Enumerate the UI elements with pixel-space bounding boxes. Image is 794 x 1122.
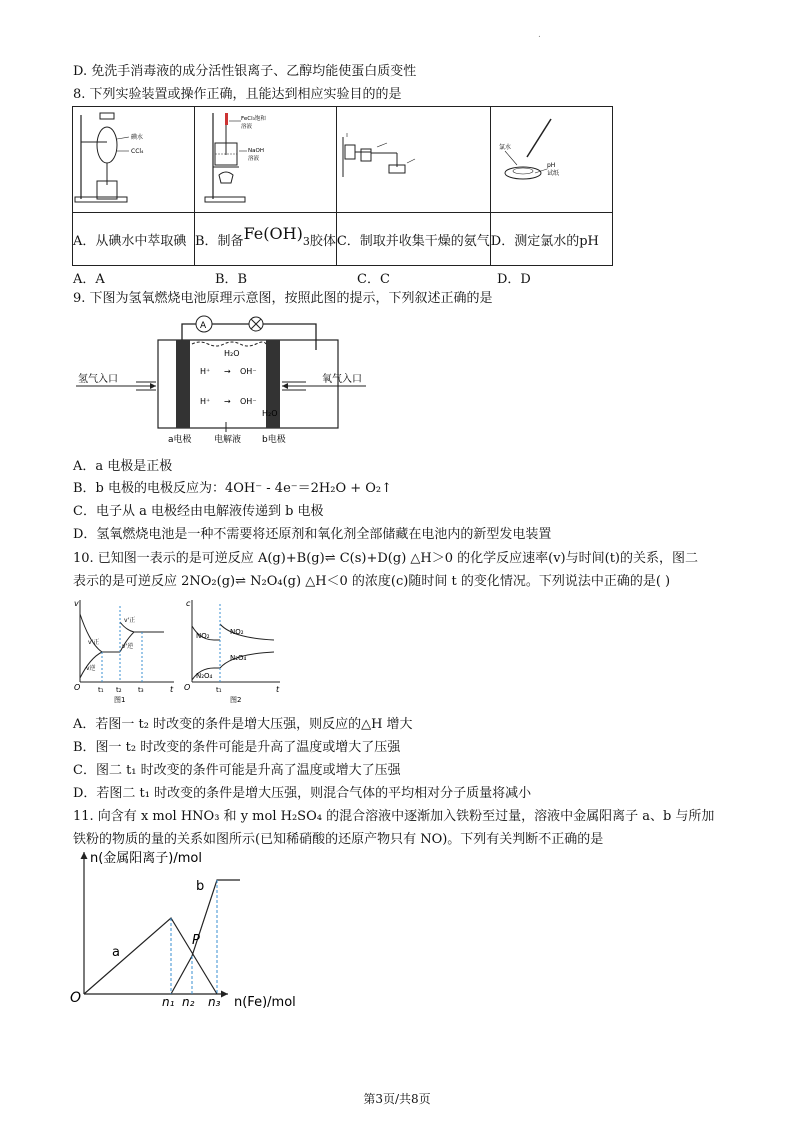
q9-option-c: C．电子从 a 电极经由电解液传递到 b 电极	[73, 504, 324, 519]
q8a-label-1: 碘水	[131, 134, 144, 141]
q11-point-p: P	[192, 933, 200, 948]
q11-y-label: n(金属阳离子)/mol	[90, 851, 202, 866]
q8-cell-c: C．制取并收集干燥的氨气	[336, 213, 490, 266]
header-dot: .	[538, 30, 541, 40]
q9-water-top: H₂O	[224, 349, 240, 358]
q11-tick-n3: n₃	[208, 995, 221, 1009]
q10f1-t1: t₁	[98, 686, 104, 694]
q9-h-plus-2: H⁺	[200, 397, 211, 406]
q8-figure-a	[73, 107, 195, 213]
q11-line-a-label: a	[112, 945, 120, 960]
q8-option-c: C．C	[357, 272, 390, 287]
q8-cell-a: A．从碘水中萃取碘	[73, 213, 195, 266]
q10f2-no2-a: NO₂	[196, 632, 210, 640]
q11-stem-line1: 11. 向含有 x mol HNO₃ 和 y mol H₂SO₄ 的混合溶液中逐渐加入铁粉至过量，溶液中金属阳离子 a、b 与所加	[73, 809, 715, 824]
q8a-label-2: CCl₄	[131, 148, 144, 155]
q8-figure-c	[336, 107, 490, 213]
q7-option-d: D. 免洗手消毒液的成分活性银离子、乙醇均能使蛋白质变性	[73, 64, 417, 79]
q9-right-inlet: 氧气入口	[322, 374, 362, 385]
q8-figure-b	[195, 107, 337, 213]
q8-cell-b-sub: 3	[302, 234, 310, 248]
q10f2-y: c	[186, 599, 191, 608]
q9-oh-1: OH⁻	[240, 367, 257, 376]
q8b-label-2: 溶液	[241, 124, 253, 130]
q10-option-b: B．图一 t₂ 时改变的条件可能是升高了温度或增大了压强	[73, 740, 401, 755]
q8-cell-b-tail: 胶体	[309, 233, 336, 249]
q10f1-origin: O	[74, 683, 81, 692]
q10-option-c: C．图二 t₁ 时改变的条件可能是升高了温度或增大了压强	[73, 763, 401, 778]
q10-option-a: A．若图一 t₂ 时改变的条件是增大压强，则反应的△H 增大	[73, 717, 413, 732]
q11-origin: O	[70, 990, 82, 1006]
q10f1-v2reverse: v'逆	[122, 643, 134, 650]
q10-option-d: D．若图二 t₁ 时改变的条件是增大压强，则混合气体的平均相对分子质量将减小	[73, 786, 532, 801]
q9-left-inlet: 氢气入口	[78, 374, 118, 385]
q8-cell-b	[195, 213, 337, 266]
q8-cell-b-formula: Fe(OH)	[243, 223, 303, 243]
q11-series-a	[84, 918, 217, 994]
q10f2-t1: t₁	[216, 686, 222, 694]
q10f2-no2-b: NO₂	[230, 628, 244, 636]
q8b-label-3: NaOH	[248, 148, 264, 154]
q11-stem-line2: 铁粉的物质的量的关系如图所示(已知稀硝酸的还原产物只有 NO)。下列有关判断不正确的是	[73, 832, 604, 847]
q9-arrow-1: →	[224, 367, 231, 376]
q10f2-origin: O	[184, 683, 191, 692]
q10-figure-1	[74, 596, 178, 704]
page-footer: 第3页/共8页	[363, 1092, 431, 1106]
q11-tick-n2: n₂	[182, 995, 195, 1009]
q11-x-label: n(Fe)/mol	[234, 995, 296, 1010]
q9-h-plus-1: H⁺	[200, 367, 211, 376]
q10f1-v2forward: v'正	[124, 617, 136, 624]
q8-option-d: D．D	[497, 272, 531, 287]
q9-electrode-a	[176, 340, 190, 428]
q9-option-d: D．氢氧燃烧电池是一种不需要将还原剂和氧化剂全部储藏在电池内的新型发电装置	[73, 527, 552, 542]
q11-series-b	[171, 880, 240, 994]
q10f2-caption: 图2	[230, 696, 242, 704]
q8-stem: 8. 下列实验装置或操作正确，且能达到相应实验目的的是	[73, 87, 402, 102]
q9-meter-label: A	[200, 321, 207, 331]
q9-water-bottom: H₂O	[262, 409, 278, 418]
q8-option-b: B．B	[215, 272, 248, 287]
q8d-label-1: 氯水	[498, 144, 511, 151]
q9-arrow-2: →	[224, 397, 231, 406]
q10f1-t3: t₃	[138, 686, 144, 694]
q8-figure-d	[490, 107, 612, 213]
q8b-label-1: FeCl₃饱和	[241, 116, 266, 122]
q9-option-a: A．a 电极是正极	[73, 459, 173, 474]
q10f2-n2o4-a: N₂O₄	[196, 672, 213, 680]
q11-tick-n1: n₁	[162, 995, 175, 1009]
q10f1-vforward: v'正	[88, 639, 100, 646]
q8b-label-4: 溶液	[248, 156, 260, 162]
q10-stem-line1: 10. 已知图一表示的是可逆反应 A(g)+B(g)⇌ C(s)+D(g) △H＞0 的化学反应速率(v)与时间(t)的关系，图二	[73, 551, 698, 566]
q10f1-x: t	[170, 685, 174, 694]
q11-chart	[68, 848, 328, 1010]
q10f1-t2: t₂	[116, 686, 122, 694]
q9-label-electrode-a: a电极	[168, 435, 192, 445]
q10f1-y: v	[74, 599, 79, 608]
q8-cell-d: D．测定氯水的pH	[490, 213, 612, 266]
q8d-label-2: pH	[546, 162, 556, 169]
q9-oh-2: OH⁻	[240, 397, 257, 406]
q9-label-electrolyte: 电解液	[214, 435, 242, 445]
q10-figure-2	[184, 596, 284, 704]
q10f2-n2o4-b: N₂O₄	[230, 654, 247, 662]
q10f1-caption: 图1	[114, 696, 126, 704]
q9-option-b: B．b 电极的电极反应为：4OH⁻ - 4e⁻＝2H₂O + O₂↑	[73, 481, 393, 496]
q8-cell-b-prefix: B．制备	[195, 233, 244, 249]
q10-stem-line2: 表示的是可逆反应 2NO₂(g)⇌ N₂O₄(g) △H＜0 的浓度(c)随时间 t 的变化情况。下列说法中正确的是( )	[73, 574, 671, 589]
q8d-label-3: 试纸	[546, 170, 559, 177]
q9-stem: 9. 下图为氢氧燃烧电池原理示意图，按照此图的提示，下列叙述正确的是	[73, 291, 493, 306]
q8-apparatus-table	[72, 106, 613, 266]
q11-line-b-label: b	[196, 879, 205, 894]
q9-fuel-cell-diagram	[76, 312, 386, 448]
q8-option-a: A．A	[73, 272, 105, 287]
q10f1-vreverse: v逆	[86, 665, 96, 672]
q10f2-x: t	[276, 685, 280, 694]
q9-label-electrode-b: b电极	[262, 435, 286, 445]
